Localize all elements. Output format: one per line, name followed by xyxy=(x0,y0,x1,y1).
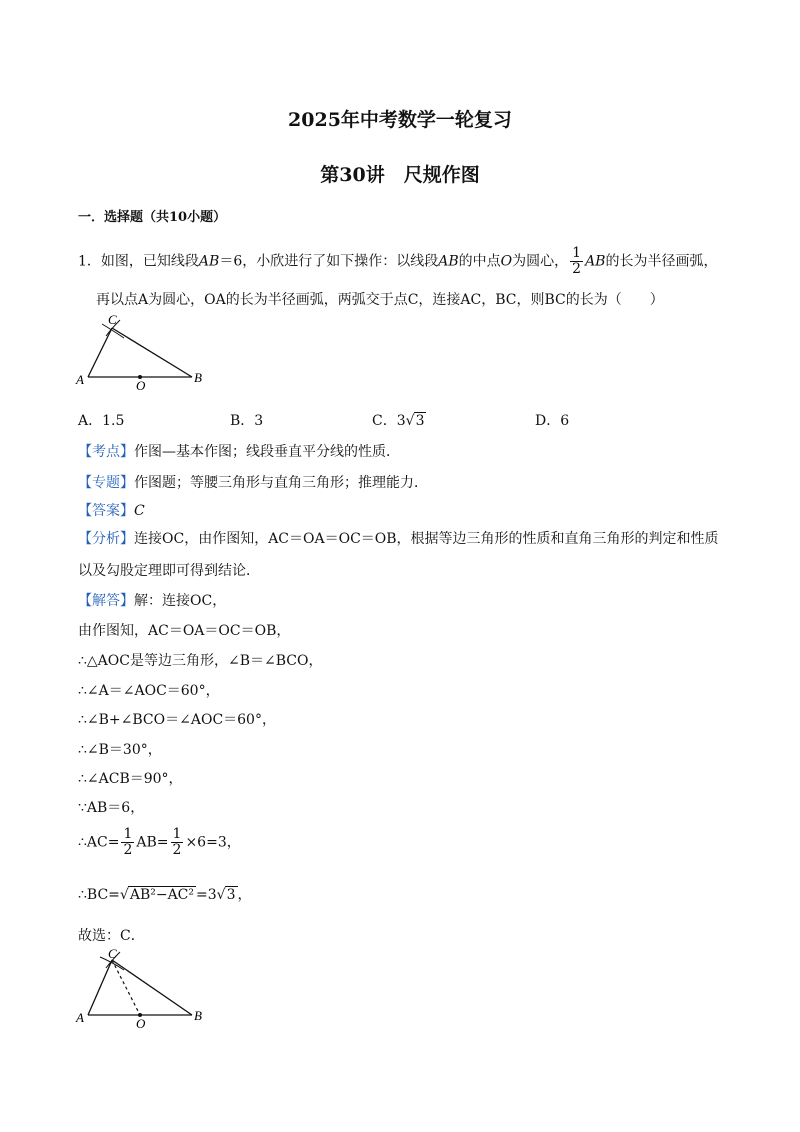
label-b-2: B xyxy=(194,1008,202,1023)
question-line-2: 再以点A为圆心，OA的长为半径画弧，两弧交于点C，连接AC，BC，则BC的长为（ ） xyxy=(96,292,664,308)
label-c: C xyxy=(108,312,117,327)
step-4: ∴∠B+∠BCO＝∠AOC＝60°， xyxy=(78,712,276,728)
step-ac: ∴AC= $\frac{1}{2}$ AB= $\frac{1}{2}$ ×6=3， xyxy=(78,826,241,858)
zhuanti-line: 【专题】作图题；等腰三角形与直角三角形；推理能力． xyxy=(78,475,428,491)
label-b: B xyxy=(194,370,202,385)
step-5: ∴∠B＝30°， xyxy=(78,742,162,758)
step-1: 由作图知，AC＝OA＝OC＝OB， xyxy=(78,623,291,639)
lecture-title: 第30讲 尺规作图 xyxy=(320,164,480,186)
step-7: ∵AB＝6， xyxy=(78,800,145,816)
option-b: B．3 xyxy=(230,413,264,429)
option-d: D．6 xyxy=(535,413,570,429)
label-a: A xyxy=(76,372,84,387)
label-c-2: C xyxy=(108,948,117,961)
conclusion: 故选：C． xyxy=(78,928,145,944)
fraction-half: $\frac{1}{2}$ xyxy=(572,245,582,277)
analysis-line-2: 以及勾股定理即可得到结论． xyxy=(78,563,260,579)
step-3: ∴∠A＝∠AOC＝60°， xyxy=(78,683,220,699)
label-o: O xyxy=(136,378,146,393)
option-a: A．1.5 xyxy=(78,413,125,429)
solution-line: 【解答】解：连接OC， xyxy=(78,593,227,609)
document-title: 2025年中考数学一轮复习 xyxy=(288,109,512,131)
label-a-2: A xyxy=(76,1010,84,1025)
section-heading: 一．选择题（共10小题） xyxy=(78,210,227,225)
step-bc: ∴BC=√AB²−AC² =3√3 ， xyxy=(78,887,252,903)
option-c: C．3√3 xyxy=(372,413,425,429)
analysis-line: 【分析】连接OC，由作图知，AC＝OA＝OC＝OB，根据等边三角形的性质和直角三角形的判定和性质 xyxy=(78,531,719,547)
step-2: ∴△AOC是等边三角形，∠B＝∠BCO， xyxy=(78,653,323,669)
solution-figure xyxy=(70,948,220,1033)
question-figure xyxy=(70,310,220,395)
label-o-2: O xyxy=(136,1016,146,1031)
step-6: ∴∠ACB＝90°， xyxy=(78,771,183,787)
kaodian-line: 【考点】作图—基本作图；线段垂直平分线的性质． xyxy=(78,444,400,460)
answer-line: 【答案】C xyxy=(78,503,145,519)
question-line-1: 1．如图，已知线段AB＝6，小欣进行了如下操作：以线段AB的中点O为圆心， $\frac{1}{2}$ AB的长为半径画弧， xyxy=(78,245,718,277)
